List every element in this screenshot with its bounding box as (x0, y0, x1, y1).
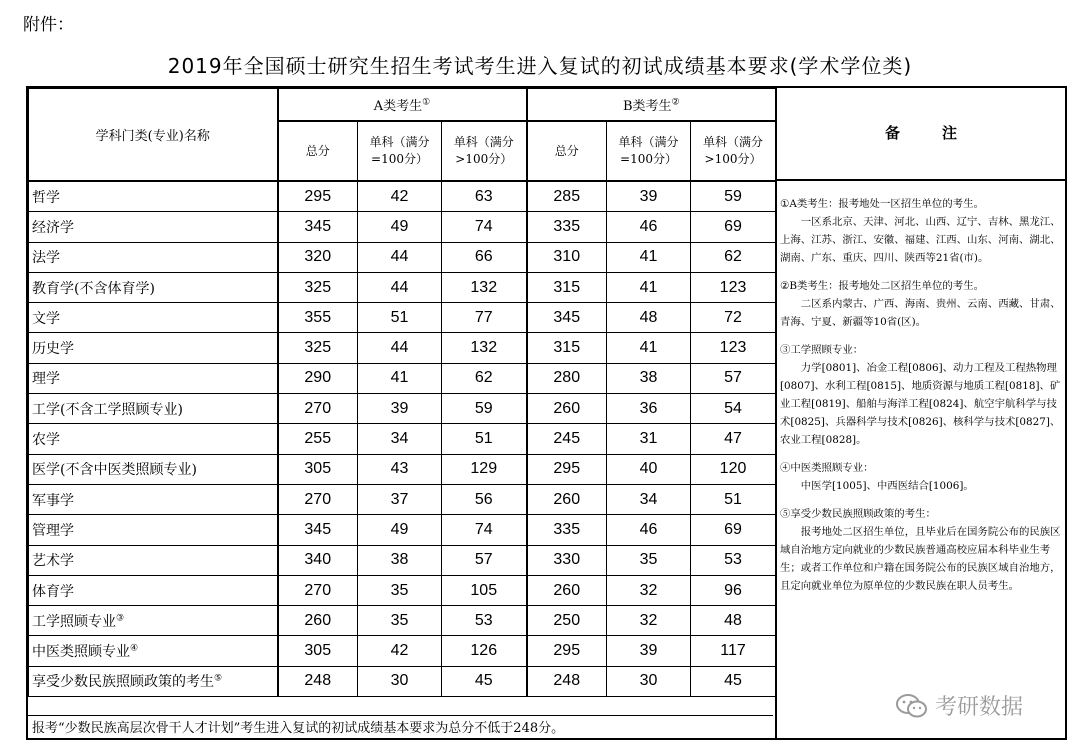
b-total-score: 245 (527, 424, 607, 454)
discipline-name: 管理学 (29, 515, 278, 545)
b-single-100: 35 (607, 545, 691, 575)
discipline-name: 享受少数民族照顾政策的考生⑤ (29, 666, 278, 696)
a-single-gt100: 132 (442, 333, 527, 363)
a-total-score: 290 (278, 363, 358, 393)
a-single-100: 34 (358, 424, 442, 454)
header-group-a: A类考生① (278, 89, 527, 122)
a-total-score: 355 (278, 303, 358, 333)
b-single-100: 41 (607, 333, 691, 363)
table-row (29, 515, 776, 545)
b-total-score: 330 (527, 545, 607, 575)
b-single-100: 38 (607, 363, 691, 393)
b-single-100: 31 (607, 424, 691, 454)
a-single-100: 49 (358, 212, 442, 242)
notes-body (777, 181, 1067, 595)
table-row (29, 424, 776, 454)
a-single-gt100: 62 (442, 363, 527, 393)
a-single-gt100: 53 (442, 606, 527, 636)
a-single-gt100: 77 (442, 303, 527, 333)
discipline-name: 体育学 (29, 575, 278, 605)
score-table-frame (26, 86, 1067, 740)
b-single-gt100: 72 (691, 303, 776, 333)
discipline-name: 教育学(不含体育学) (29, 272, 278, 302)
table-row (29, 394, 776, 424)
a-total-score: 270 (278, 394, 358, 424)
table-row (29, 333, 776, 363)
a-single-100: 37 (358, 484, 442, 514)
b-single-100: 46 (607, 212, 691, 242)
b-single-gt100: 59 (691, 181, 776, 212)
discipline-name: 法学 (29, 242, 278, 272)
a-single-gt100: 132 (442, 272, 527, 302)
note-title: ③工学照顾专业： (780, 344, 864, 356)
discipline-name: 历史学 (29, 333, 278, 363)
note-body: 中医学[1005]、中西医结合[1006]。 (800, 480, 974, 492)
note-item (780, 195, 1064, 267)
a-single-gt100: 105 (442, 575, 527, 605)
header-a-single-gt100: 单科（满分>100分） (442, 121, 527, 181)
b-total-score: 260 (527, 394, 607, 424)
discipline-name: 军事学 (29, 484, 278, 514)
a-single-gt100: 126 (442, 636, 527, 666)
watermark (895, 690, 1023, 721)
b-single-100: 39 (607, 181, 691, 212)
a-single-gt100: 129 (442, 454, 527, 484)
b-single-gt100: 62 (691, 242, 776, 272)
a-single-gt100: 57 (442, 545, 527, 575)
table-row (29, 181, 776, 212)
b-total-score: 310 (527, 242, 607, 272)
b-total-score: 335 (527, 515, 607, 545)
a-single-100: 41 (358, 363, 442, 393)
note-title: ②B类考生：报考地处二区招生单位的考生。 (780, 280, 984, 292)
notes-header: 备 注 (777, 88, 1067, 181)
footnote: 报考“少数民族高层次骨干人才计划”考生进入复试的初试成绩基本要求为总分不低于248分。 (28, 715, 773, 740)
a-total-score: 295 (278, 181, 358, 212)
b-single-gt100: 69 (691, 212, 776, 242)
header-b-total: 总分 (527, 121, 607, 181)
b-single-gt100: 54 (691, 394, 776, 424)
b-single-100: 30 (607, 666, 691, 696)
a-single-100: 35 (358, 606, 442, 636)
a-single-gt100: 45 (442, 666, 527, 696)
a-single-100: 43 (358, 454, 442, 484)
table-row (29, 272, 776, 302)
b-single-gt100: 96 (691, 575, 776, 605)
a-single-100: 42 (358, 181, 442, 212)
table-row (29, 636, 776, 666)
b-total-score: 295 (527, 454, 607, 484)
note-item (780, 341, 1064, 449)
b-total-score: 295 (527, 636, 607, 666)
a-total-score: 270 (278, 484, 358, 514)
note-body: 力学[0801]、冶金工程[0806]、动力工程及工程热物理[0807]、水利工程[0815]、地质资源与地质工程[0818]、矿业工程[0819]、船舶与海洋工程[0824]、航空宇航科学与技术[0825]、兵器科学与技术[0826]、核科学与技术[0827]、农业工程[0828]。 (780, 362, 1061, 446)
notes-column (775, 88, 1067, 738)
a-total-score: 345 (278, 515, 358, 545)
b-total-score: 260 (527, 484, 607, 514)
b-single-gt100: 69 (691, 515, 776, 545)
a-single-100: 42 (358, 636, 442, 666)
a-single-gt100: 74 (442, 212, 527, 242)
note-title: ①A类考生：报考地处一区招生单位的考生。 (780, 198, 984, 210)
b-single-gt100: 53 (691, 545, 776, 575)
a-total-score: 248 (278, 666, 358, 696)
watermark-text: 考研数据 (935, 695, 1024, 720)
b-single-gt100: 48 (691, 606, 776, 636)
table-row (29, 545, 776, 575)
a-total-score: 340 (278, 545, 358, 575)
b-single-gt100: 47 (691, 424, 776, 454)
header-b-single-100: 单科（满分=100分） (607, 121, 691, 181)
table-row (29, 575, 776, 605)
a-total-score: 260 (278, 606, 358, 636)
table-row (29, 454, 776, 484)
b-single-gt100: 123 (691, 272, 776, 302)
a-single-100: 35 (358, 575, 442, 605)
a-single-100: 38 (358, 545, 442, 575)
a-single-100: 30 (358, 666, 442, 696)
b-single-gt100: 123 (691, 333, 776, 363)
page-title: 2019年全国硕士研究生招生考试考生进入复试的初试成绩基本要求(学术学位类) (167, 54, 913, 78)
note-item (780, 459, 1064, 495)
a-single-100: 44 (358, 272, 442, 302)
discipline-name: 哲学 (29, 181, 278, 212)
note-title: ⑤享受少数民族照顾政策的考生： (780, 508, 936, 520)
b-single-100: 36 (607, 394, 691, 424)
table-row (29, 606, 776, 636)
discipline-name: 农学 (29, 424, 278, 454)
table-row (29, 484, 776, 514)
a-total-score: 305 (278, 454, 358, 484)
note-body: 二区系内蒙古、广西、海南、贵州、云南、西藏、甘肃、青海、宁夏、新疆等10省(区)。 (780, 298, 1061, 328)
table-row (29, 212, 776, 242)
b-single-100: 32 (607, 575, 691, 605)
b-single-100: 41 (607, 242, 691, 272)
b-single-100: 39 (607, 636, 691, 666)
a-single-gt100: 63 (442, 181, 527, 212)
discipline-name: 艺术学 (29, 545, 278, 575)
b-total-score: 248 (527, 666, 607, 696)
b-single-gt100: 120 (691, 454, 776, 484)
a-single-100: 44 (358, 242, 442, 272)
header-discipline: 学科门类(专业)名称 (29, 89, 278, 182)
table-row (29, 242, 776, 272)
a-single-gt100: 66 (442, 242, 527, 272)
table-row (29, 363, 776, 393)
a-single-100: 39 (358, 394, 442, 424)
b-single-100: 41 (607, 272, 691, 302)
a-single-gt100: 74 (442, 515, 527, 545)
discipline-name: 经济学 (29, 212, 278, 242)
b-total-score: 260 (527, 575, 607, 605)
wechat-icon (895, 693, 929, 719)
a-single-gt100: 51 (442, 424, 527, 454)
b-single-100: 34 (607, 484, 691, 514)
b-single-gt100: 45 (691, 666, 776, 696)
a-total-score: 345 (278, 212, 358, 242)
a-single-100: 49 (358, 515, 442, 545)
b-single-gt100: 117 (691, 636, 776, 666)
a-total-score: 325 (278, 333, 358, 363)
discipline-name: 中医类照顾专业④ (29, 636, 278, 666)
b-single-gt100: 57 (691, 363, 776, 393)
b-single-100: 40 (607, 454, 691, 484)
b-single-100: 46 (607, 515, 691, 545)
a-total-score: 305 (278, 636, 358, 666)
a-total-score: 320 (278, 242, 358, 272)
b-total-score: 315 (527, 272, 607, 302)
table-row (29, 666, 776, 696)
note-item (780, 505, 1064, 595)
b-total-score: 280 (527, 363, 607, 393)
table-row (29, 303, 776, 333)
header-a-single-100: 单科（满分=100分） (358, 121, 442, 181)
b-total-score: 250 (527, 606, 607, 636)
header-group-b: B类考生② (527, 89, 776, 122)
note-item (780, 277, 1064, 331)
attachment-label: 附件： (23, 15, 74, 35)
a-single-100: 51 (358, 303, 442, 333)
discipline-name: 工学照顾专业③ (29, 606, 278, 636)
header-b-single-gt100: 单科（满分>100分） (691, 121, 776, 181)
discipline-name: 工学(不含工学照顾专业) (29, 394, 278, 424)
discipline-name: 医学(不含中医类照顾专业) (29, 454, 278, 484)
b-single-100: 48 (607, 303, 691, 333)
b-total-score: 315 (527, 333, 607, 363)
a-total-score: 270 (278, 575, 358, 605)
note-body: 报考地处二区招生单位，且毕业后在国务院公布的民族区域自治地方定向就业的少数民族普通高校应届本科毕业生考生；或者工作单位和户籍在国务院公布的民族区域自治地方，且定向就业单位为原单位的少数民族在职人员考生。 (780, 526, 1061, 592)
a-single-gt100: 56 (442, 484, 527, 514)
a-single-gt100: 59 (442, 394, 527, 424)
b-total-score: 335 (527, 212, 607, 242)
a-single-100: 44 (358, 333, 442, 363)
a-total-score: 255 (278, 424, 358, 454)
note-body: 一区系北京、天津、河北、山西、辽宁、吉林、黑龙江、上海、江苏、浙江、安徽、福建、江西、山东、河南、湖北、湖南、广东、重庆、四川、陕西等21省(市)。 (780, 216, 1061, 264)
discipline-name: 文学 (29, 303, 278, 333)
b-total-score: 285 (527, 181, 607, 212)
score-table (28, 88, 776, 697)
a-total-score: 325 (278, 272, 358, 302)
discipline-name: 理学 (29, 363, 278, 393)
b-single-gt100: 51 (691, 484, 776, 514)
note-title: ④中医类照顾专业： (780, 462, 874, 474)
header-a-total: 总分 (278, 121, 358, 181)
b-single-100: 32 (607, 606, 691, 636)
b-total-score: 345 (527, 303, 607, 333)
